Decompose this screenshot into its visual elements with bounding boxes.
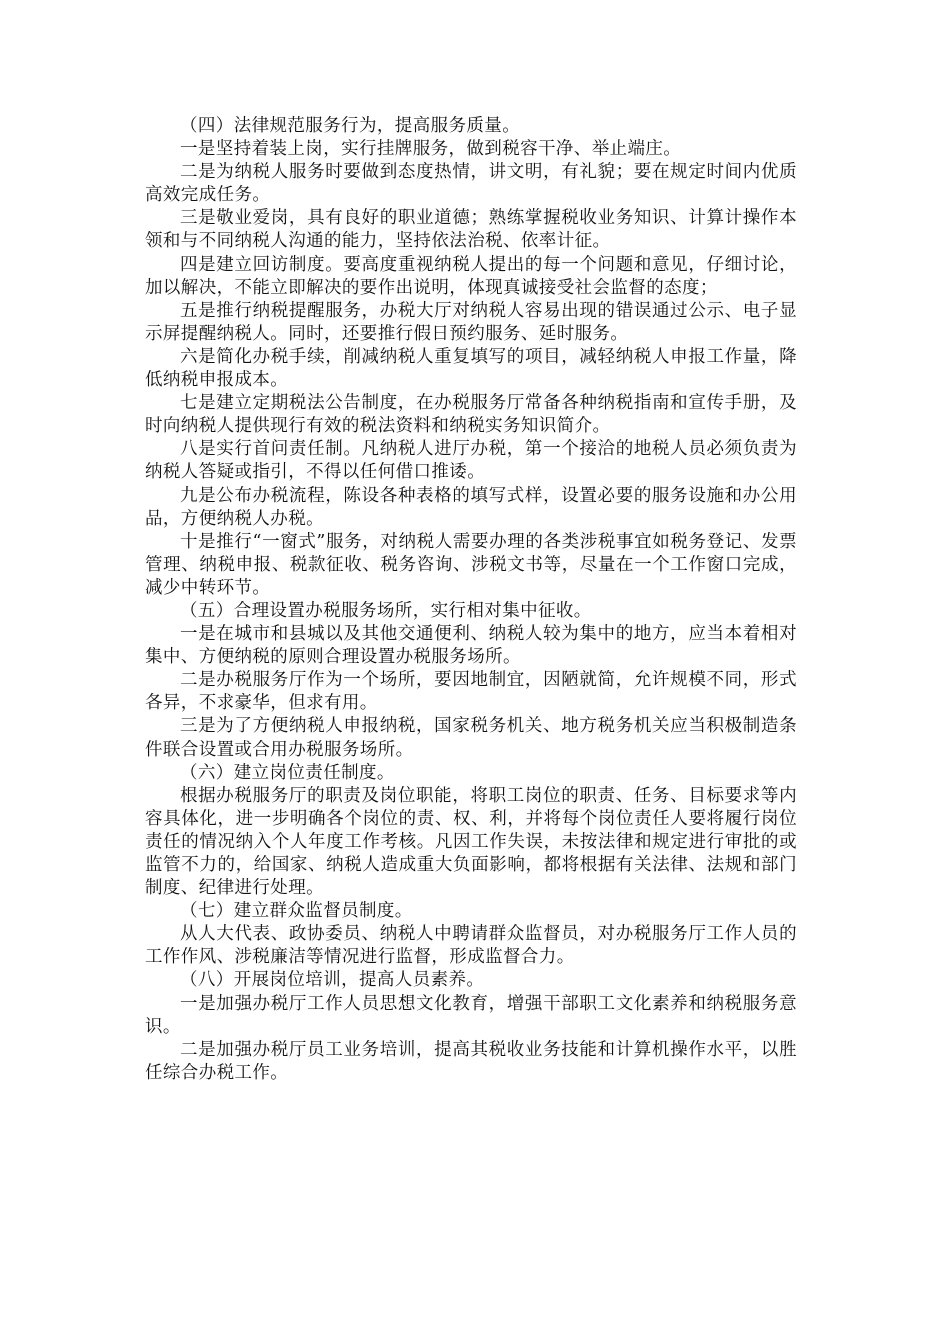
paragraph: 二是加强办税厅员工业务培训，提高其税收业务技能和计算机操作水平，以胜任综合办税工作。 (145, 1039, 797, 1083)
paragraph: 五是推行纳税提醒服务，办税大厅对纳税人容易出现的错误通过公示、电子显示屏提醒纳税人。同时，还要推行假日预约服务、延时服务。 (145, 300, 797, 344)
paragraph: 三是为了方便纳税人申报纳税，国家税务机关、地方税务机关应当积极制造条件联合设置或合用办税服务场所。 (145, 716, 797, 760)
paragraph: 从人大代表、政协委员、纳税人中聘请群众监督员，对办税服务厅工作人员的工作作风、涉税廉洁等情况进行监督，形成监督合力。 (145, 924, 797, 968)
paragraph: 一是加强办税厅工作人员思想文化教育，增强干部职工文化素养和纳税服务意识。 (145, 993, 797, 1037)
paragraph: 一是在城市和县城以及其他交通便利、纳税人较为集中的地方，应当本着相对集中、方便纳税的原则合理设置办税服务场所。 (145, 624, 797, 668)
paragraph: 一是坚持着装上岗，实行挂牌服务，做到税容干净、举止端庄。 (180, 139, 682, 160)
section-heading-8: （八）开展岗位培训，提高人员素养。 (180, 970, 485, 991)
paragraph: 二是办税服务厅作为一个场所，要因地制宜，因陋就简，允许规模不同，形式各异，不求豪华，但求有用。 (145, 670, 797, 714)
paragraph: 七是建立定期税法公告制度，在办税服务厅常备各种纳税指南和宣传手册，及时向纳税人提供现行有效的税法资料和纳税实务知识简介。 (145, 393, 797, 437)
document-body (145, 115, 797, 1085)
paragraph: 三是敬业爱岗，具有良好的职业道德；熟练掌握税收业务知识、计算计操作本领和与不同纳税人沟通的能力，坚持依法治税、依率计征。 (145, 208, 797, 252)
paragraph: 八是实行首问责任制。凡纳税人进厅办税，第一个接洽的地税人员必须负责为纳税人答疑或指引，不得以任何借口推诿。 (145, 439, 797, 483)
section-heading-4: （四）法律规范服务行为，提高服务质量。 (180, 116, 521, 136)
paragraph: 十是推行“一窗式”服务，对纳税人需要办理的各类涉税事宜如税务登记、发票管理、纳税申报、税款征收、税务咨询、涉税文书等，尽量在一个工作窗口完成，减少中转环节。 (145, 531, 797, 598)
paragraph: 四是建立回访制度。要高度重视纳税人提出的每一个问题和意见，仔细讨论，加以解决，不能立即解决的要作出说明，体现真诚接受社会监督的态度； (145, 254, 797, 298)
paragraph: 根据办税服务厅的职责及岗位职能，将职工岗位的职责、任务、目标要求等内容具体化，进一步明确各个岗位的责、权、利，并将每个岗位责任人要将履行岗位责任的情况纳入个人年度工作考核。凡因工作失误，未按法律和规定进行审批的或监管不力的，给国家、纳税人造成重大负面影响，都将根据有关法律、法规和部门制度、纪律进行处理。 (145, 785, 797, 899)
paragraph: 二是为纳税人服务时要做到态度热情，讲文明，有礼貌；要在规定时间内优质高效完成任务。 (145, 162, 797, 206)
paragraph: 九是公布办税流程，陈设各种表格的填写式样，设置必要的服务设施和办公用品，方便纳税人办税。 (145, 485, 797, 529)
section-heading-5: （五）合理设置办税服务场所，实行相对集中征收。 (180, 600, 592, 621)
paragraph: 六是简化办税手续，削减纳税人重复填写的项目，减轻纳税人申报工作量，降低纳税申报成本。 (145, 346, 797, 391)
section-heading-6: （六）建立岗位责任制度。 (180, 762, 395, 783)
section-heading-7: （七）建立群众监督员制度。 (180, 901, 413, 922)
